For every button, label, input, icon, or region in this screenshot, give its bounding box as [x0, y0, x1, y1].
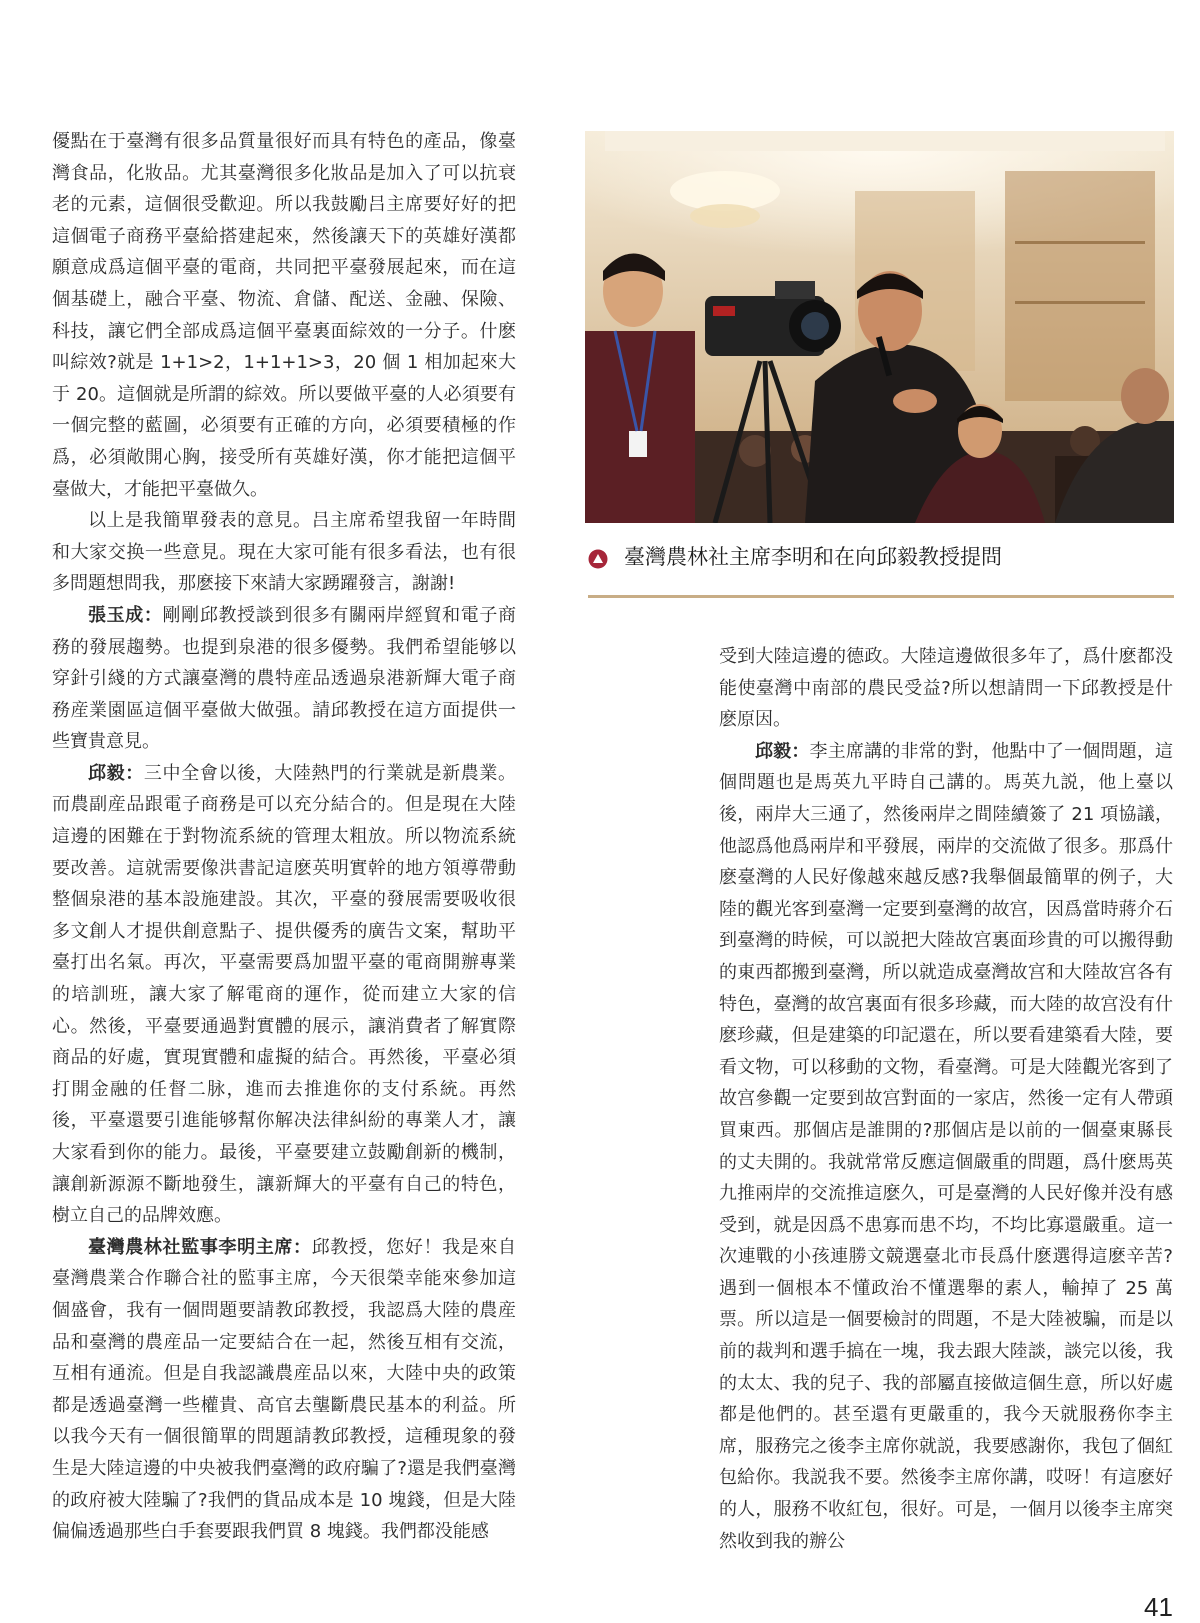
caption-text: 臺灣農林社主席李明和在向邱毅教授提問: [624, 545, 1002, 569]
paragraph-text: 三中全會以後，大陸熱門的行業就是新農業。而農副産品跟電子商務是可以充分結合的。但是現在大陸這邊的困難在于對物流系統的管理太粗放。所以物流系統要改善。這就需要像洪書記這麽英明實幹的地方領導帶動整個泉港的基本設施建設。其次，平臺的發展需要吸收很多文創人才提供創意點子、提供優秀的廣告文案，幫助平臺打出名氣。再次，平臺需要爲加盟平臺的電商開辦專業的培訓班，讓大家了解電商的運作，從而建立大家的信心。然後，平臺要通過對實體的展示，讓消費者了解實際商品的好處，實現實體和虛擬的結合。再然後，平臺必須打開金融的任督二脉，進而去推進你的支付系統。再然後，平臺還要引進能够幫你解决法律糾紛的專業人才，讓大家看到你的能力。最後，平臺要建立鼓勵創新的機制，讓創新源源不斷地發生，讓新輝大的平臺有自己的特色，樹立自己的品牌效應。: [52, 762, 517, 1227]
up-triangle-circle-icon: [588, 549, 608, 569]
speaker-name: 邱毅：: [755, 740, 810, 762]
paragraph-text: 受到大陸這邊的德政。大陸這邊做很多年了，爲什麽都没能使臺灣中南部的農民受益?所以想請問一下邱教授是什麽原因。: [719, 646, 1173, 731]
paragraph: [52, 758, 516, 1232]
paragraph: [52, 126, 516, 505]
left-text-column: [52, 126, 516, 1548]
right-text-column: [719, 641, 1173, 1557]
paragraph: [52, 505, 516, 600]
figure-caption: [588, 540, 1174, 600]
paragraph: [52, 1232, 516, 1548]
paragraph: [52, 600, 516, 758]
paragraph-text: 剛剛邱教授談到很多有關兩岸經貿和電子商務的發展趨勢。也提到泉港的很多優勢。我們希望能够以穿針引綫的方式讓臺灣的農特産品透過泉港新輝大電子商務産業園區這個平臺做大做强。請邱教授在這方面提供一些寶貴意見。: [52, 604, 516, 753]
paragraph-text: 以上是我簡單發表的意見。吕主席希望我留一年時間和大家交换一些意見。現在大家可能有很多看法，也有很多問題想問我，那麽接下來請大家踴躍發言，謝謝!: [52, 510, 516, 595]
speaker-name: 張玉成：: [88, 604, 163, 626]
caption-divider: [588, 595, 1174, 598]
conference-photo: [585, 131, 1174, 523]
paragraph-text: 優點在于臺灣有很多品質量很好而具有特色的產品，像臺灣食品，化妝品。尤其臺灣很多化妝品是加入了可以抗衰老的元素，這個很受歡迎。所以我鼓勵吕主席要好好的把這個電子商務平臺給搭建起來，然後讓天下的英雄好漢都願意成爲這個平臺的電商，共同把平臺發展起來，而在這個基礎上，融合平臺、物流、倉儲、配送、金融、保險、科技，讓它們全部成爲這個平臺裏面綜效的一分子。什麽叫綜效?就是 1+1>2，1+1+1>3，20 個 1 相加起來大于 20。這個就是所謂的綜效。所以要做平臺的人必須要有一個完整的藍圖，必須要有正確的方向，必須要積極的作爲，必須敞開心胸，接受所有英雄好漢，你才能把這個平臺做大，才能把平臺做久。: [52, 131, 516, 500]
photo-illustration: [585, 131, 1174, 523]
speaker-name: 臺灣農林社監事李明主席：: [88, 1236, 312, 1258]
paragraph: [719, 736, 1173, 1557]
paragraph-text: 邱教授，您好！我是來自臺灣農業合作聯合社的監事主席，今天很榮幸能來參加這個盛會，我有一個問題要請教邱教授，我認爲大陸的農産品和臺灣的農産品一定要結合在一起，然後互相有交流，互相有通流。但是自我認識農産品以來，大陸中央的政策都是透過臺灣一些權貴、高官去壟斷農民基本的利益。所以我今天有一個很簡單的問題請教邱教授，這種現象的發生是大陸這邊的中央被我們臺灣的政府騙了?還是我們臺灣的政府被大陸騙了?我們的貨品成本是 10 塊錢，但是大陸偏偏透過那些白手套要跟我們買 8 塊錢。我們都没能感: [52, 1236, 517, 1543]
page-number: 41: [1144, 1592, 1173, 1622]
paragraph: [719, 641, 1173, 736]
speaker-name: 邱毅：: [88, 762, 144, 784]
paragraph-text: 李主席講的非常的對，他點中了一個問題，這個問題也是馬英九平時自己講的。馬英九説，他上臺以後，兩岸大三通了，然後兩岸之間陸續簽了 21 項協議，他認爲他爲兩岸和平發展，兩岸的交流做了很多。那爲什麽臺灣的人民好像越來越反感?我舉個最簡單的例子，大陸的觀光客到臺灣一定要到臺灣的故宫，因爲當時蔣介石到臺灣的時候，可以説把大陸故宫裏面珍貴的可以搬得動的東西都搬到臺灣，所以就造成臺灣故宫和大陸故宫各有特色，臺灣的故宫裏面有很多珍藏，而大陸的故宫没有什麽珍藏，但是建築的印記還在，所以要看建築看大陸，要看文物，可以移動的文物，看臺灣。可是大陸觀光客到了故宫參觀一定要到故宫對面的一家店，然後一定有人帶頭買東西。那個店是誰開的?那個店是以前的一個臺東縣長的丈夫開的。我就常常反應這個嚴重的問題，爲什麽馬英九推兩岸的交流推這麽久，可是臺灣的人民好像并没有感受到，就是因爲不患寡而患不均，不均比寡還嚴重。這一次連戰的小孩連勝文競選臺北市長爲什麽選得這麽辛苦?遇到一個根本不懂政治不懂選舉的素人，輸掉了 25 萬票。所以這是一個要檢討的問題，不是大陸被騙，而是以前的裁判和選手搞在一塊，我去跟大陸談，談完以後，我的太太、我的兒子、我的部屬直接做這個生意，所以好處都是他們的。甚至還有更嚴重的，我今天就服務你李主席，服務完之後李主席你就説，我要感謝你，我包了個紅包給你。我説我不要。然後李主席你講，哎呀！有這麽好的人，服務不收紅包，很好。可是，一個月以後李主席突然收到我的辦公: [719, 740, 1173, 1552]
